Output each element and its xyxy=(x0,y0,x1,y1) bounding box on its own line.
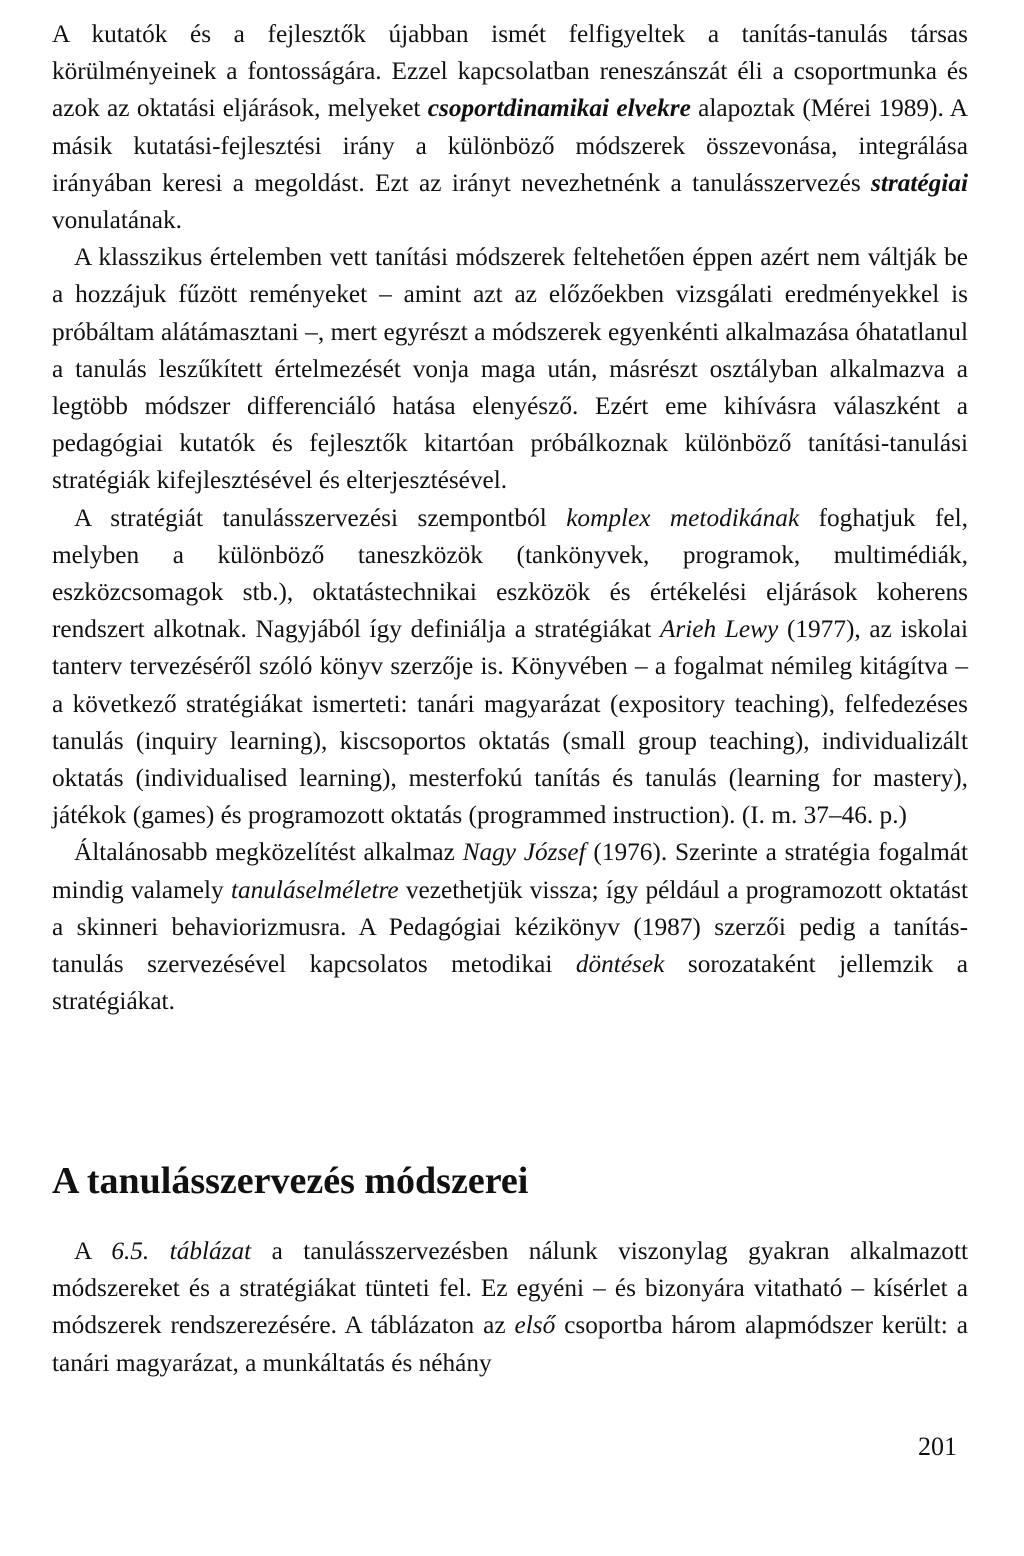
text-segment: A kutatók és a fejlesztők újabban ismét felfigyeltek a tanítás-tanulás társas körülményeinek a fontosságára. Ezzel kapcsolatban reneszánszát éli a csoportmunka és azok az oktatási eljárások, melyeket xyxy=(52,20,968,123)
paragraph-2 xyxy=(52,239,968,499)
text-segment: (1977), az iskolai tanterv tervezéséről szóló könyv szerzője is. Könyvében – a fogalmat némileg kitágítva – a következő stratégiákat ismerteti: tanári magyarázat (expository teaching), felfedezéses tanulás (inquiry learning), kiscsoportos oktatás (small group teaching), individualizált oktatás (individualised learning), mesterfokú tanítás és tanulás (learning for mastery), játékok (games) és programozott oktatás (programmed instruction). (I. m. 37–46. p.) xyxy=(52,615,968,830)
emphasis-italic: első xyxy=(514,1311,556,1340)
emphasis-italic: döntések xyxy=(575,950,665,979)
text-segment: alapoztak (Mérei 1989). A másik kutatási-fejlesztési irány a különböző módszerek összevonása, integrálása irányában keresi a megoldást. Ezt az irányt nevezhetnénk a tanulásszervezés xyxy=(52,94,968,197)
paragraph-1 xyxy=(52,16,968,239)
emphasis-bold-italic: csoportdinamikai elvekre xyxy=(427,94,691,123)
text-segment: (1976). Szerinte a stratégia fogalmát mindig valamely xyxy=(52,838,969,904)
emphasis-bold-italic: stratégiai xyxy=(871,168,968,197)
text-segment: A klasszikus értelemben vett tanítási módszerek feltehetően éppen azért nem váltják be a hozzájuk fűzött reményeket – amint azt az előzőekben vizsgálati eredményekkel is próbáltam alátámasztani –, mert egyrészt a módszerek egyenkénti alkalmazása óhatatlanul a tanulás leszűkített értelmezését vonja maga után, másrészt osztályban alkalmazva a legtöbb módszer differenciáló hatása elenyésző. Ezért eme kihívásra válaszként a pedagógiai kutatók és fejlesztők kitartóan próbálkoznak különböző tanítási-tanulási stratégiák kifejlesztésével és elterjesztésével. xyxy=(52,243,968,495)
paragraph-4 xyxy=(52,834,968,1020)
text-segment: csoportba három alapmódszer került: a tanári magyarázat, a munkáltatás és néhány xyxy=(52,1311,968,1377)
text-segment: Általánosabb megközelítést alkalmaz xyxy=(74,838,463,867)
paragraph-5 xyxy=(52,1233,968,1382)
text-segment: a tanulásszervezésben nálunk viszonylag gyakran alkalmazott módszereket és a stratégiákat tünteti fel. Ez egyéni – és bizonyára vitatható – kísérlet a módszerek rendszerezésére. A táblázaton az xyxy=(52,1237,969,1340)
page-number: 201 xyxy=(918,1432,957,1461)
text-segment: sorozataként jellemzik a stratégiákat. xyxy=(52,950,969,1016)
table-reference: 6.5. táblázat xyxy=(111,1237,252,1265)
emphasis-italic: komplex metodikának xyxy=(566,503,800,532)
text-segment: A xyxy=(74,1237,112,1265)
page-body xyxy=(52,16,968,1020)
text-segment: vonulatának. xyxy=(52,206,182,235)
section-heading: A tanulásszervezés módszerei xyxy=(52,1160,529,1202)
author-name: Arieh Lewy xyxy=(659,615,779,644)
emphasis-italic: tanuláselméletre xyxy=(230,875,399,904)
section-body xyxy=(52,1233,968,1382)
text-segment: A stratégiát tanulásszervezési szempontból xyxy=(74,503,567,532)
text-segment: foghatjuk fel, melyben a különböző taneszközök (tankönyvek, programok, multimédiák, eszközcsomagok stb.), oktatástechnikai eszközök és értékelési eljárások koherens rendszert alkotnak. Nagyjából így definiálja a stratégiákat xyxy=(52,503,968,644)
author-name: Nagy József xyxy=(462,838,586,867)
paragraph-3 xyxy=(52,500,968,835)
text-segment: vezethetjük vissza; így például a programozott oktatást a skinneri behaviorizmusra. A Pedagógiai kézikönyv (1987) szerzői pedig a tanítás-tanulás szervezésével kapcsolatos metodikai xyxy=(52,875,968,979)
